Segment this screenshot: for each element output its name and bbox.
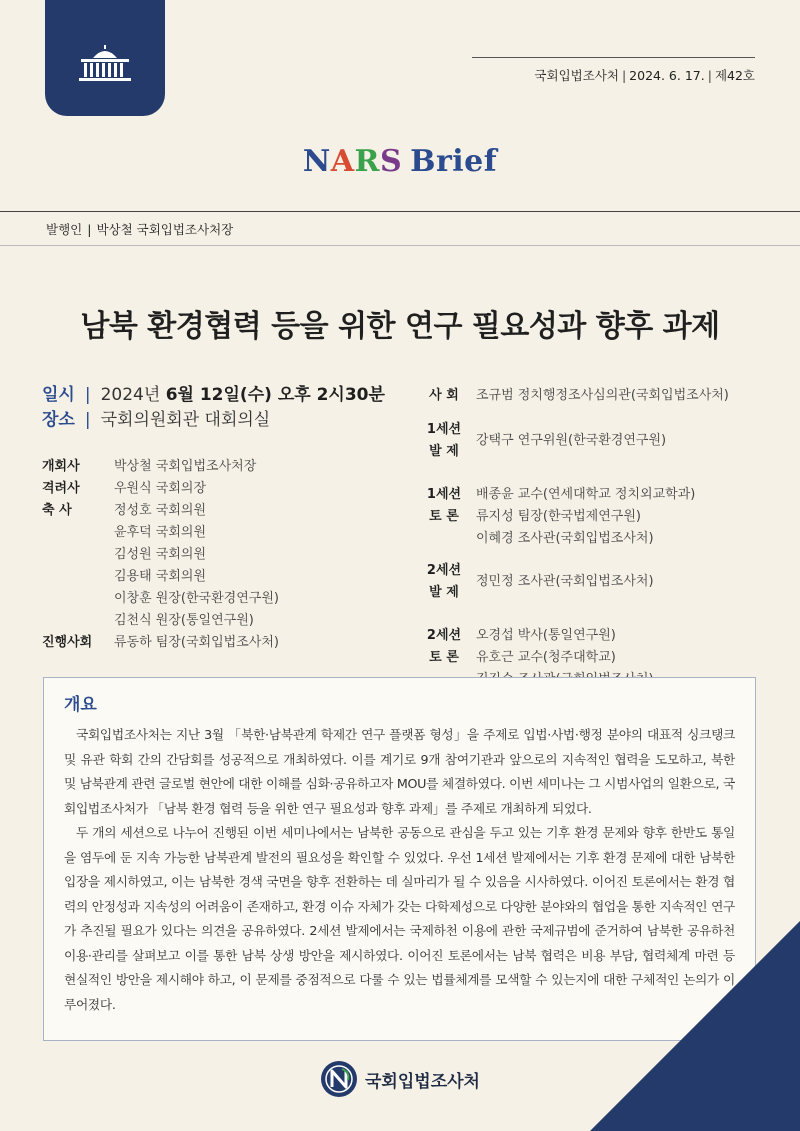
issue-info: 국회입법조사처 | 2024. 6. 17. | 제42호: [534, 68, 755, 83]
nars-brief-logo: [0, 144, 800, 179]
event-place-row: 장소 | 국회의원회관 대회의실: [42, 410, 271, 430]
session-values: [476, 419, 764, 474]
session-person: 배종윤 교수(연세대학교 정치외교학과): [476, 487, 696, 502]
logo-letter-a: A: [330, 144, 355, 179]
publisher-line: 발행인 | 박상철 국회입법조사처장: [46, 222, 234, 237]
issue-number: 제42호: [714, 68, 755, 83]
nars-logo-icon: [320, 1060, 358, 1098]
corner-decoration: [590, 921, 800, 1131]
publisher-label: 발행인: [46, 222, 83, 237]
session-label-line: 발 제: [429, 444, 459, 459]
publisher-name: 박상철 국회입법조사처장: [96, 222, 234, 237]
session-label-line: 2세션: [426, 628, 462, 643]
session-group: [424, 419, 764, 474]
logo-letter-r: R: [354, 144, 380, 179]
session-label: [424, 385, 464, 407]
role-value: 이창훈 원장(한국환경연구원): [114, 591, 279, 606]
session-label-line: 발 제: [429, 585, 459, 600]
session-group: [424, 560, 764, 615]
session-label-line: 1세션: [426, 487, 462, 502]
overview-paragraph: 두 개의 세션으로 나누어 진행된 이번 세미나에서는 남북한 공동으로 관심을 두고 있는 기후 환경 문제와 향후 한반도 통일을 염두에 둔 지속 가능한 남북관계 발전의 필요성을 확인할 수 있었다. 우선 1세션 발제에서는 기후 환경 문제에 대한 남북한 입장을 제시하였고, 이는 남북한 경색 국면을 향후 전환하는 데 실마리가 될 수 있음을 시사하였다. 이어진 토론에서는 환경 협력의 안정성과 지속성의 어려움이 존재하고, 환경 이슈 자체가 갖는 다학제성으로 다양한 분야와의 협업을 통한 지속적인 연구가 추진될 필요가 있다는 의견을 공유하였다. 2세션 발제에서는 국제하천 이용에 관한 국제규범에 준거하여 남북한 공유하천 이용·관리를 살펴보고 이를 통한 남북 상생 방안을 제시하였다. 이어진 토론에서는 남북 협력은 비용 부담, 협력체계 마련 등 현실적인 방안을 제시해야 하고, 이 문제를 중점적으로 다룰 수 있는 법률체계를 모색할 수 있는지에 대한 구체적인 논의가 이루어졌다.: [64, 825, 735, 1012]
logo-letter-s: S: [379, 144, 403, 179]
footer-org-name: 국회입법조사처: [365, 1071, 480, 1092]
session-values: [476, 560, 764, 615]
session-person: 유호근 교수(청주대학교): [476, 650, 616, 665]
role-key: 축 사: [42, 503, 72, 518]
role-value: 김성원 국회의원: [114, 547, 207, 562]
session-values: [476, 385, 764, 407]
session-label: [424, 560, 464, 604]
event-info: [42, 383, 422, 433]
session-label: [424, 625, 464, 669]
role-key: 격려사: [42, 481, 80, 496]
event-date-row: 일시 | 2024년 6월 12일(수) 오후 2시30분: [42, 385, 385, 405]
event-place-value: 국회의원회관 대회의실: [100, 410, 271, 430]
issue-publisher: 국회입법조사처: [534, 68, 619, 83]
session-person: 오경섭 박사(통일연구원): [476, 628, 616, 643]
footer-logo: [320, 1060, 480, 1098]
event-date-value: [101, 385, 385, 405]
issue-date: 2024. 6. 17.: [629, 68, 705, 83]
session-person: 류지성 팀장(한국법제연구원): [476, 509, 641, 524]
event-date-year: 2024년: [100, 385, 166, 405]
session-label-line: 2세션: [426, 563, 462, 578]
role-value: 박상철 국회입법조사처장: [114, 459, 257, 474]
session-label-line: 1세션: [426, 422, 462, 437]
national-assembly-dome-icon: [73, 44, 137, 84]
event-date-label: 일시: [42, 385, 75, 405]
overview-paragraph: 국회입법조사처는 지난 3월 「북한·남북관계 학제간 연구 플랫폼 형성」을 주제로 입법·사법·행정 분야의 대표적 싱크탱크 및 유관 학회 간의 간담회를 성공적으로 개최하였다. 이를 계기로 9개 참여기관과 앞으로의 지속적인 협력을 도모하고, 북한 및 남북관계 관련 글로벌 현안에 대한 이해를 심화·공유하고자 MOU를 체결하였다. 이번 세미나는 그 시범사업의 일환으로, 국회입법조사처가 「남북 환경 협력 등을 위한 연구 필요성과 향후 과제」를 주제로 개최하게 되었다.: [64, 727, 735, 816]
role-value: 정성호 국회의원: [114, 503, 207, 518]
session-group: [424, 385, 764, 407]
session-label: [424, 484, 464, 528]
role-value: 김천식 원장(통일연구원): [114, 613, 254, 628]
session-list: [424, 385, 764, 691]
session-label: [424, 419, 464, 463]
role-value: 우원식 국회의장: [114, 481, 207, 496]
publisher-rule-bottom: [0, 245, 800, 246]
role-value: 김용태 국회의원: [114, 569, 207, 584]
logo-brief: Brief: [410, 144, 498, 179]
role-value: 윤후덕 국회의원: [114, 525, 207, 540]
header-rule: [472, 57, 755, 58]
session-group: [424, 484, 764, 550]
overview-title: 개요: [64, 695, 97, 715]
session-label-line: 사 회: [429, 388, 459, 403]
role-value: 류동하 팀장(국회입법조사처): [114, 635, 279, 650]
session-person: 조규범 정치행정조사심의관(국회입법조사처): [476, 388, 729, 403]
role-key: 진행사회: [42, 635, 93, 650]
session-values: [476, 484, 764, 550]
session-person: 정민정 조사관(국회입법조사처): [476, 574, 654, 589]
publisher-rule-top: [0, 211, 800, 212]
emblem-tab: [45, 0, 165, 116]
event-date-bold: 6월 12일(수) 오후 2시30분: [165, 385, 385, 405]
session-label-line: 토 론: [429, 650, 459, 665]
event-place-label: 장소: [42, 410, 75, 430]
role-key: 개회사: [42, 459, 80, 474]
session-person: 강택구 연구위원(한국환경연구원): [476, 433, 667, 448]
page-title: 남북 환경협력 등을 위한 연구 필요성과 향후 과제: [80, 309, 720, 344]
session-label-line: 토 론: [429, 509, 459, 524]
logo-letter-n: N: [302, 144, 331, 179]
session-person: 이혜경 조사관(국회입법조사처): [476, 531, 654, 546]
